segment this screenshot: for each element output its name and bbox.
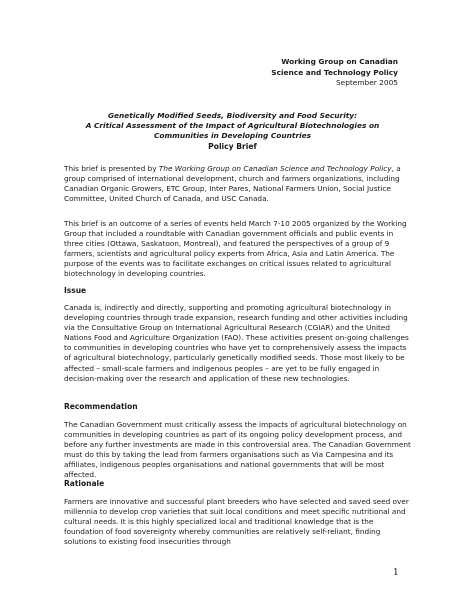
title-line3: Communities in Developing Countries <box>153 131 312 140</box>
rationale-text: Farmers are innovative and successful plant breeders who have selected and saved seed over millennia to develop crop varieties that suit local conditions and meet specific nutritional and cultural needs. It is this highly specialized local and traditional knowledge that is the foundation of food sovereignty whereby communities are relatively self-reliant, finding solutions to existing food insecurities through <box>64 497 409 547</box>
policy-brief-label: Policy Brief <box>208 142 257 151</box>
intro-p1-group-name: The Working Group on Canadian Science and Technology Policy <box>158 164 392 173</box>
title-line1: Genetically Modified Seeds, Biodiversity and Food Security: <box>107 111 358 120</box>
rationale-heading: Rationale <box>64 479 105 488</box>
header-block <box>271 57 398 89</box>
document-title <box>64 111 401 141</box>
issue-text: Canada is, indirectly and directly, supporting and promoting agricultural biotechnology in developing countries through trade expansion, research funding and other activities including via the Consultative Group on International Agricultural Research (CGIAR) and the United Nations Food and Agriculture Organization (FAO). These activities present on-going challenges to communities in developing countries who have yet to comprehensively assess the impacts of agricultural biotechnology, particularly genetically modified seeds. Those most likely to be affected – small-scale farmers and indigenous peoples – are yet to be fully engaged in decision-making over the research and application of these new technologies. <box>64 303 409 383</box>
intro-paragraph-2: This brief is an outcome of a series of events held March 7-10 2005 organized by the Working Group that included a roundtable with Canadian government officials and public events in three cities (Ottawa, Saskatoon, Montreal), and featured the perspectives of a group of 9 farmers, scientists and agricultural policy experts from Africa, Asia and Latin America. The purpose of the events was to facilitate exchanges on critical issues related to agricultural biotechnology in developing countries. <box>64 219 407 279</box>
page-number: 1 <box>393 568 399 578</box>
header-org-line1: Working Group on Canadian <box>281 57 398 66</box>
issue-heading: Issue <box>64 286 87 295</box>
header-org-line2: Science and Technology Policy <box>271 67 398 77</box>
intro-p1-before: This brief is presented by <box>64 164 159 173</box>
recommendation-text: The Canadian Government must critically assess the impacts of agricultural biotechnology on communities in developing countries as part of its ongoing policy development process, and before any further investments are made in this controversial area. The Canadian Government must do this by taking the lead from farmers organisations such as Via Campesina and its affiliates, indigenous peoples organisations and national governments that will be most affected. <box>64 420 411 480</box>
title-line2: A Critical Assessment of the Impact of Agricultural Biotechnologies on <box>85 121 380 130</box>
recommendation-heading: Recommendation <box>64 402 138 411</box>
header-date: September 2005 <box>335 78 398 87</box>
intro-p1-after: , a group comprised of international development, church and farmers organizations, including Canadian Organic Growers, ETC Group, Inter Pares, National Farmers Union, Social Justice Committee, United Church of Canada, and USC Canada. <box>64 164 401 204</box>
intro-paragraph-1 <box>64 164 412 204</box>
